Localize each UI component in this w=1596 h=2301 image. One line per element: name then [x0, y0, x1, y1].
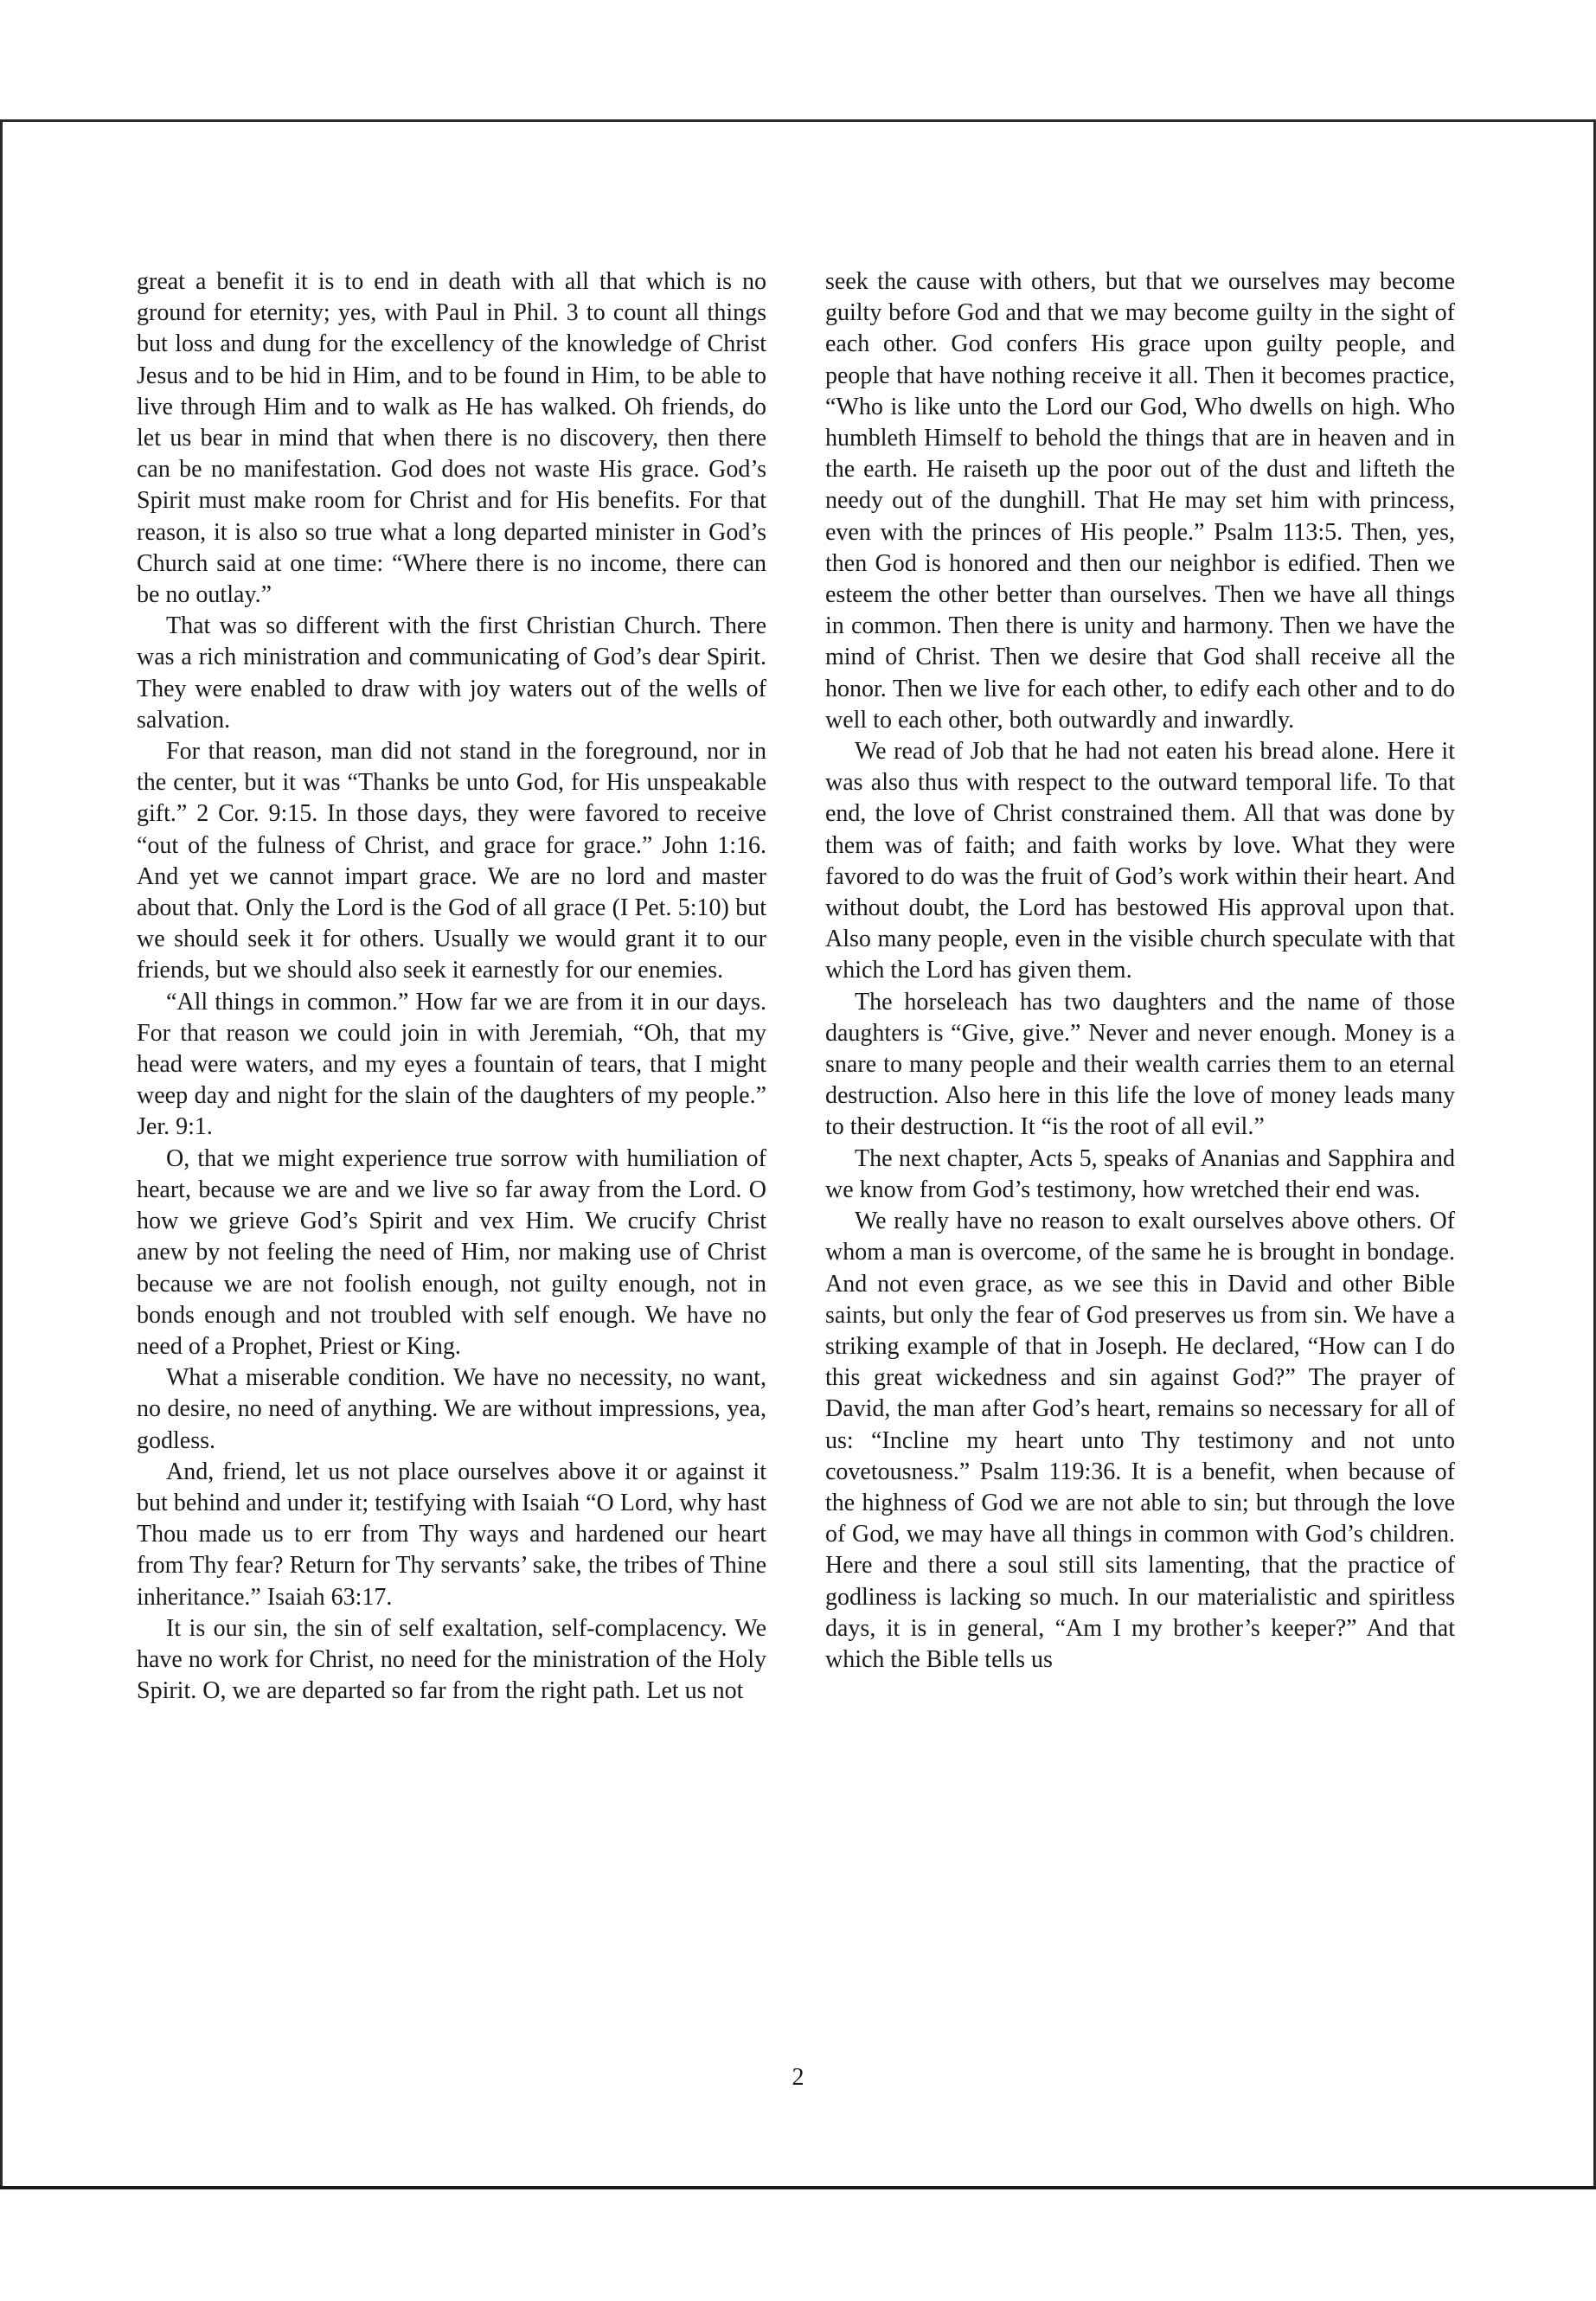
page-number: 2 [792, 2064, 804, 2091]
paragraph: great a benefit it is to end in death with all that which is no ground for eternity; yes, with Paul in Phil. 3 to count all things but loss and dung for the excellency of the knowledge of Christ Jesus and to be hid in Him, and to be found in Him, to be able to live through Him and to walk as He has walked. Oh friends, do let us bear in mind that when there is no discovery, then there can be no manifestation. God does not waste His grace. God’s Spirit must make room for Christ and for His benefits. For that reason, it is also so true what a long departed minister in God’s Church said at one time: “Where there is no income, there can be no outlay.” [137, 268, 766, 609]
paragraph: seek the cause with others, but that we ourselves may become guilty before God and that we may become guilty in the sight of each other. God confers His grace upon guilty people, and people that have nothing receive it all. Then it becomes practice, “Who is like unto the Lord our God, Who dwells on high. Who humbleth Himself to behold the things that are in heaven and in the earth. He raiseth up the poor out of the dust and lifteth the needy out of the dunghill. That He may set him with princess, even with the princes of His people.” Psalm 113:5. Then, yes, then God is honored and then our neighbor is edified. Then we esteem the other better than ourselves. Then we have all things in common. Then there is unity and harmony. Then we have the mind of Christ. Then we desire that God shall receive all the honor. Then we live for each other, to edify each other and to do well to each other, both outwardly and inwardly. [825, 268, 1455, 734]
paragraph: It is our sin, the sin of self exaltation, self-complacency. We have no work for Christ, no need for the ministration of the Holy Spirit. O, we are departed so far from the right path. Let us not [137, 1614, 766, 1705]
left-border-rule [0, 119, 3, 2189]
right-text-column [825, 266, 1455, 1676]
paragraph: What a miserable condition. We have no necessity, no want, no desire, no need of anything. We are without impressions, yea, godless. [137, 1364, 766, 1454]
paragraph: And, friend, let us not place ourselves above it or against it but behind and under it; testifying with Isaiah “O Lord, why hast Thou made us to err from Thy ways and hardened our heart from Thy fear? Return for Thy servants’ sake, the tribes of Thine inheritance.” Isaiah 63:17. [137, 1458, 766, 1611]
top-border-rule [0, 119, 1596, 122]
paragraph: The next chapter, Acts 5, speaks of Ananias and Sapphira and we know from God’s testimony, how wretched their end was. [825, 1144, 1455, 1203]
paragraph: We read of Job that he had not eaten his bread alone. Here it was also thus with respect to the outward temporal life. To that end, the love of Christ constrained them. All that was done by them was of faith; and faith works by love. What they were favored to do was the fruit of God’s work within their heart. And without doubt, the Lord has bestowed His approval upon that. Also many people, even in the visible church speculate with that which the Lord has given them. [825, 738, 1455, 984]
bottom-border-rule [0, 2186, 1596, 2189]
paragraph: That was so different with the first Christian Church. There was a rich ministration and communicating of God’s dear Spirit. They were enabled to draw with joy waters out of the wells of salvation. [137, 612, 766, 734]
paragraph: “All things in common.” How far we are from it in our days. For that reason we could join in with Jeremiah, “Oh, that my head were waters, and my eyes a fountain of tears, that I might weep day and night for the slain of the daughters of my people.” Jer. 9:1. [137, 988, 766, 1141]
paragraph: For that reason, man did not stand in the foreground, nor in the center, but it was “Thanks be unto God, for His unspeakable gift.” 2 Cor. 9:15. In those days, they were favored to receive “out of the fulness of Christ, and grace for grace.” John 1:16. And yet we cannot impart grace. We are no lord and master about that. Only the Lord is the God of all grace (I Pet. 5:10) but we should seek it for others. Usually we would grant it to our friends, but we should also seek it earnestly for our enemies. [137, 738, 766, 984]
paragraph: The horseleach has two daughters and the name of those daughters is “Give, give.” Never and never enough. Money is a snare to many people and their wealth carries them to an eternal destruction. Also here in this life the love of money leads many to their destruction. It “is the root of all evil.” [825, 988, 1455, 1141]
paragraph: O, that we might experience true sorrow with humiliation of heart, because we are and we live so far away from the Lord. O how we grieve God’s Spirit and vex Him. We crucify Christ anew by not feeling the need of Him, nor making use of Christ because we are not foolish enough, not guilty enough, not in bonds enough and not troubled with self enough. We have no need of a Prophet, Priest or King. [137, 1144, 766, 1360]
left-text-column [137, 266, 766, 1707]
paragraph: We really have no reason to exalt ourselves above others. Of whom a man is overcome, of the same he is brought in bondage. And not even grace, as we see this in David and other Bible saints, but only the fear of God preserves us from sin. We have a striking example of that in Joseph. He declared, “How can I do this great wickedness and sin against God?” The prayer of David, the man after God’s heart, remains so necessary for all of us: “Incline my heart unto Thy testimony and not unto covetousness.” Psalm 119:36. It is a benefit, when because of the highness of God we are not able to sin; but through the love of God, we may have all things in common with God’s children. Here and there a soul still sits lamenting, that the practice of godliness is lacking so much. In our materialistic and spiritless days, it is in general, “Am I my brother’s keeper?” And that which the Bible tells us [825, 1208, 1455, 1673]
